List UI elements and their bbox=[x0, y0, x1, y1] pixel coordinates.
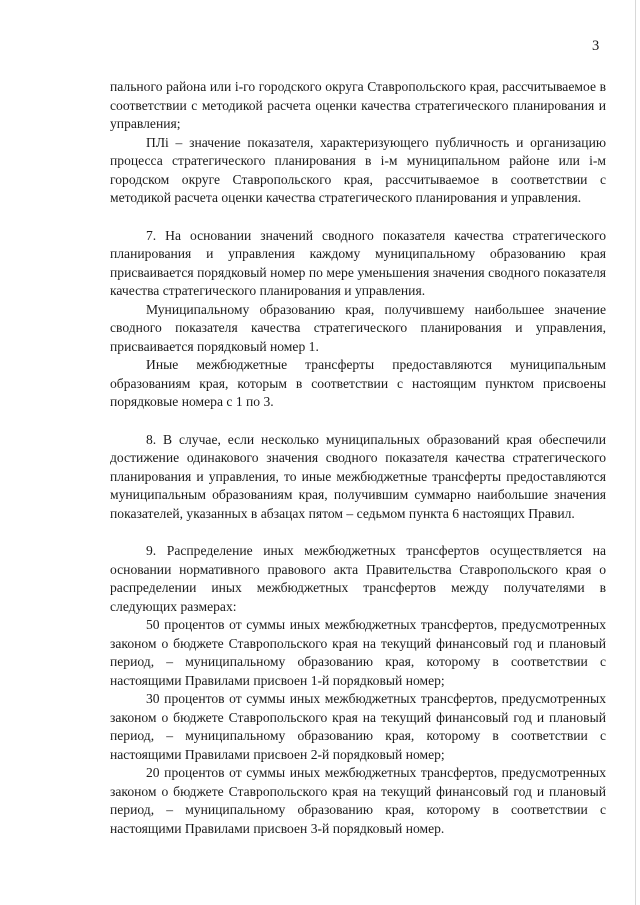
paragraph-rank-one: Муниципальному образованию края, получившему наибольшее значение сводного показателя качества стратегического планирования и управления, присваивается порядковый номер 1. bbox=[110, 301, 606, 354]
paragraph-transfers-ranks: Иные межбюджетные трансферты предоставляются муниципальным образованиям края, которым в соответствии с настоящим пунктом присвоены порядковые номера с 1 по 3. bbox=[110, 357, 606, 409]
paragraph-gap bbox=[110, 208, 606, 227]
paragraph-item-9: 9. Распределение иных межбюджетных трансфертов осуществляется на основании нормативного правового акта Правительства Ставропольского края о распределении иных межбюджетных трансфертов между получателями в следующих размерах: bbox=[110, 543, 606, 614]
page-number: 3 bbox=[592, 38, 600, 54]
paragraph-item-8: 8. В случае, если несколько муниципальных образований края обеспечили достижение одинакового значения сводного показателя качества стратегического планирования и управления, то иные межбюджетные трансферты предоставляются муниципальным образованиям края, получившим суммарно наибольшие значения показателей, указанных в абзацах пятом – седьмом пункта 6 настоящих Правил. bbox=[110, 431, 606, 521]
paragraph-share-50: 50 процентов от суммы иных межбюджетных трансфертов, предусмотренных законом о бюджете Ставропольского края на текущий финансовый год и плановый период, – муниципальному образованию края, которому в соответствии с настоящими Правилами присвоен 1-й порядковый номер; bbox=[110, 617, 606, 688]
paragraph-gap bbox=[110, 412, 606, 431]
page-edge-line bbox=[635, 0, 636, 905]
paragraph-pl-definition: ПЛi – значение показателя, характеризующего публичность и организацию процесса стратегического планирования в i-м муниципальном районе или i-м городском округе Ставропольского края, рассчитываемое в соответствии с методикой расчета оценки качества стратегического планирования и управления. bbox=[110, 134, 606, 205]
paragraph-gap bbox=[110, 523, 606, 542]
paragraph-continuation: пального района или i-го городского округа Ставропольского края, рассчитываемое в соответствии с методикой расчета оценки качества стратегического планирования и управления; bbox=[110, 79, 606, 131]
paragraph-share-30: 30 процентов от суммы иных межбюджетных трансфертов, предусмотренных законом о бюджете Ставропольского края на текущий финансовый год и плановый период, – муниципальному образованию края, которому в соответствии с настоящими Правилами присвоен 2-й порядковый номер; bbox=[110, 691, 606, 762]
document-body bbox=[110, 78, 606, 838]
paragraph-share-20: 20 процентов от суммы иных межбюджетных трансфертов, предусмотренных законом о бюджете Ставропольского края на текущий финансовый год и плановый период, – муниципальному образованию края, которому в соответствии с настоящими Правилами присвоен 3-й порядковый номер. bbox=[110, 765, 606, 836]
paragraph-item-7: 7. На основании значений сводного показателя качества стратегического планирования и управления каждому муниципальному образованию края присваивается порядковый номер по мере уменьшения значения сводного показателя качества стратегического планирования и управления. bbox=[110, 227, 606, 298]
